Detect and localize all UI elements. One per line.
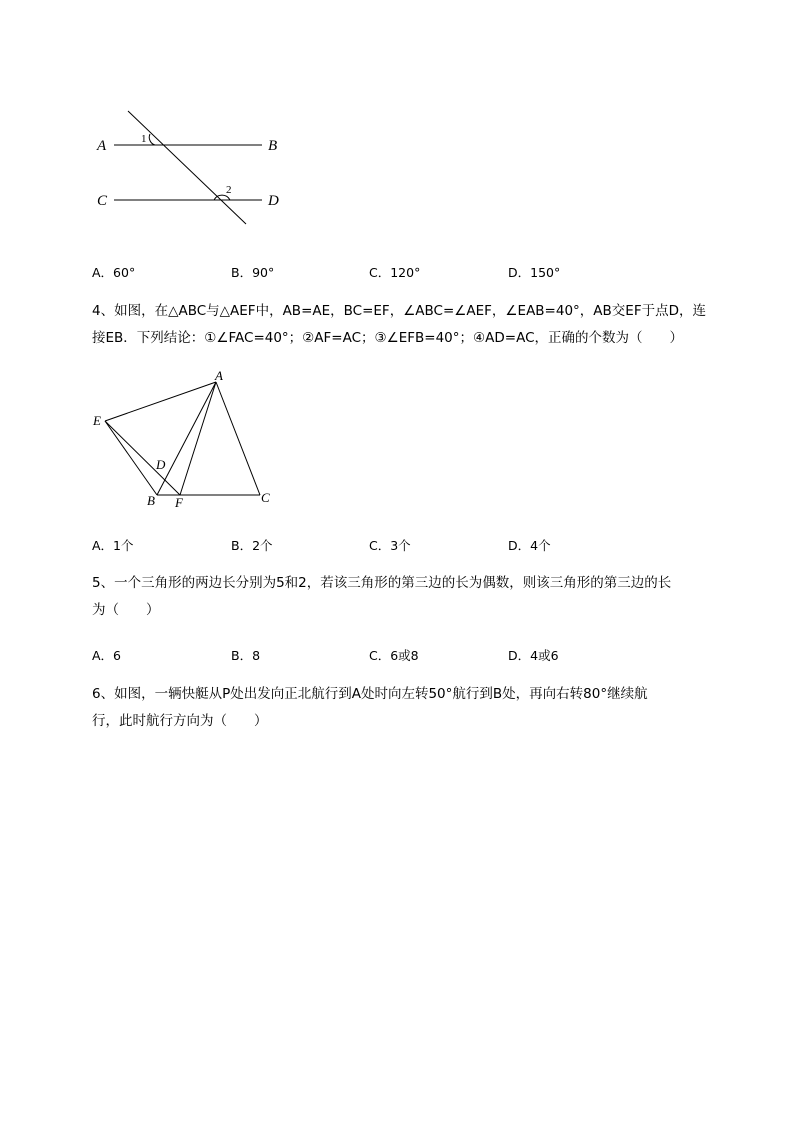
q3-option-b[interactable]: B．90°: [231, 265, 275, 280]
q4-option-d[interactable]: D．4个: [508, 538, 551, 553]
label-angle-2: 2: [226, 184, 232, 196]
q5-option-b[interactable]: B．8: [231, 648, 261, 663]
q4-line-1: 4、如图，在△ABC与△AEF中，AB=AE，BC=EF，∠ABC=∠AEF，∠EAB=40°，AB交EF于点D，连: [92, 303, 706, 319]
q5-line-1: 5、一个三角形的两边长分别为5和2，若该三角形的第三边的长为偶数，则该三角形的第三边的长: [92, 575, 672, 591]
q4-option-c[interactable]: C．3个: [369, 538, 411, 553]
label-c: C: [97, 193, 108, 209]
label-c: C: [261, 490, 270, 505]
label-a: A: [215, 368, 223, 383]
label-angle-1: 1: [141, 133, 147, 145]
question-6: [92, 681, 742, 735]
triangles-figure: [88, 365, 288, 515]
label-b: B: [147, 493, 155, 508]
segment-ea: [105, 382, 216, 421]
q3-options: [92, 263, 692, 281]
segment-ab: [157, 382, 216, 495]
segment-af: [180, 382, 216, 495]
q3-option-c[interactable]: C．120°: [369, 265, 421, 280]
parallel-lines-figure: [90, 100, 300, 235]
question-4: [92, 298, 742, 352]
transversal-line: [128, 111, 246, 224]
segment-eb: [105, 421, 157, 495]
q4-line-2: 接EB．下列结论：①∠FAC=40°；②AF=AC；③∠EFB=40°；④AD=AC，正确的个数为（ ）: [92, 330, 683, 346]
label-e: E: [93, 413, 101, 428]
q4-option-a[interactable]: A．1个: [92, 538, 134, 553]
label-f: F: [175, 495, 183, 510]
q5-option-a[interactable]: A．6: [92, 648, 122, 663]
q4-options: [92, 536, 692, 554]
segment-ac: [216, 382, 260, 495]
segment-ef: [105, 421, 180, 495]
q5-option-c[interactable]: C．6或8: [369, 648, 419, 663]
q5-line-2: 为（ ）: [92, 602, 160, 618]
q6-line-2: 行，此时航行方向为（ ）: [92, 713, 268, 729]
label-d: D: [268, 193, 279, 209]
q4-option-b[interactable]: B．2个: [231, 538, 273, 553]
q3-option-a[interactable]: A．60°: [92, 265, 136, 280]
q3-option-d[interactable]: D．150°: [508, 265, 561, 280]
q5-options: [92, 646, 692, 664]
label-b: B: [268, 138, 278, 154]
q6-line-1: 6、如图，一辆快艇从P处出发向正北航行到A处时向左转50°航行到B处，再向右转80°继续航: [92, 686, 648, 702]
question-5: [92, 570, 742, 624]
label-d: D: [156, 457, 166, 472]
q5-option-d[interactable]: D．4或6: [508, 648, 559, 663]
label-a: A: [97, 138, 107, 154]
